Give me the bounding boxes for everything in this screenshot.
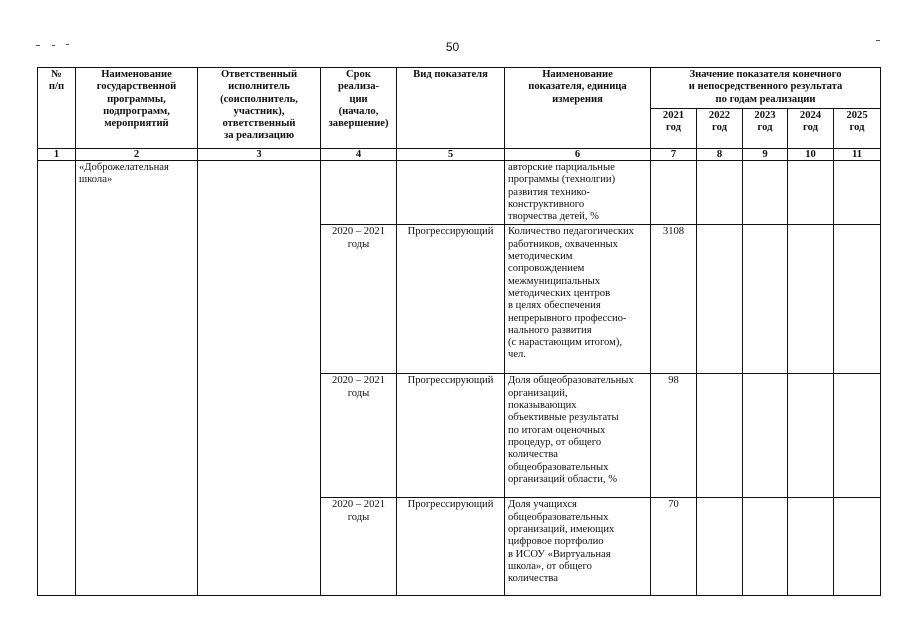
header-year-2021: 2021 год xyxy=(651,109,697,149)
indicator-name-cell: Доля общеобразовательных организаций, показывающих объективные результаты по итогам оценочных процедур, от общего количества общеобразовательных организаций области, % xyxy=(505,374,651,498)
column-number-row xyxy=(38,149,881,161)
indicator-type-cell: Прогрессирующий xyxy=(397,374,505,498)
value-2023-cell xyxy=(743,498,788,596)
value-2022-cell xyxy=(697,374,743,498)
table-row xyxy=(38,161,881,225)
header-year-2023: 2023 год xyxy=(743,109,788,149)
value-2022-cell xyxy=(697,498,743,596)
indicator-type-cell: Прогрессирующий xyxy=(397,225,505,374)
indicator-type-cell: Прогрессирующий xyxy=(397,498,505,596)
row-number-cell xyxy=(38,161,76,596)
indicator-type-cell xyxy=(397,161,505,225)
period-cell: 2020 – 2021 годы xyxy=(321,374,397,498)
period-cell xyxy=(321,161,397,225)
value-2021-cell: 70 xyxy=(651,498,697,596)
scan-speck xyxy=(52,45,55,46)
value-2025-cell xyxy=(834,498,881,596)
value-2021-cell: 3108 xyxy=(651,225,697,374)
header-number: № п/п xyxy=(38,68,76,149)
value-2022-cell xyxy=(697,161,743,225)
header-year-2024: 2024 год xyxy=(788,109,834,149)
indicators-table xyxy=(37,67,881,596)
value-2024-cell xyxy=(788,374,834,498)
value-2024-cell xyxy=(788,498,834,596)
header-values-group: Значение показателя конечного и непосредственного результата по годам реализации xyxy=(651,68,881,109)
scan-speck xyxy=(876,40,880,41)
period-cell: 2020 – 2021 годы xyxy=(321,498,397,596)
column-number: 8 xyxy=(697,149,743,161)
period-cell: 2020 – 2021 годы xyxy=(321,225,397,374)
value-2021-cell: 98 xyxy=(651,374,697,498)
indicator-name-cell: Количество педагогических работников, охваченных методическим сопровождением межмуниципальных методических центров в целях обеспечения непрерывного профессио- нального развития (с нарастающим итогом), чел. xyxy=(505,225,651,374)
value-2024-cell xyxy=(788,161,834,225)
value-2023-cell xyxy=(743,225,788,374)
header-period: Срок реализа- ции (начало, завершение) xyxy=(321,68,397,149)
responsible-cell xyxy=(198,161,321,596)
value-2023-cell xyxy=(743,161,788,225)
value-2025-cell xyxy=(834,161,881,225)
value-2025-cell xyxy=(834,225,881,374)
indicator-name-cell: Доля учащихся общеобразовательных организаций, имеющих цифровое портфолио в ИСОУ «Виртуальная школа», от общего количества xyxy=(505,498,651,596)
scan-speck xyxy=(36,45,40,46)
column-number: 3 xyxy=(198,149,321,161)
column-number: 4 xyxy=(321,149,397,161)
value-2021-cell xyxy=(651,161,697,225)
value-2025-cell xyxy=(834,374,881,498)
column-number: 5 xyxy=(397,149,505,161)
header-responsible: Ответственный исполнитель (соисполнитель, участник), ответственный за реализацию xyxy=(198,68,321,149)
header-year-2025: 2025 год xyxy=(834,109,881,149)
value-2024-cell xyxy=(788,225,834,374)
program-name-cell: «Доброжелательная школа» xyxy=(76,161,198,596)
header-indicator-type: Вид показателя xyxy=(397,68,505,149)
column-number: 1 xyxy=(38,149,76,161)
page-number: 50 xyxy=(445,40,460,54)
header-program-name: Наименование государственной программы, подпрограмм, мероприятий xyxy=(76,68,198,149)
column-number: 11 xyxy=(834,149,881,161)
scan-speck xyxy=(66,44,69,45)
column-number: 2 xyxy=(76,149,198,161)
indicator-name-cell: авторские парциальные программы (технолгии) развития технико- конструктивного творчества детей, % xyxy=(505,161,651,225)
column-number: 10 xyxy=(788,149,834,161)
column-number: 6 xyxy=(505,149,651,161)
header-year-2022: 2022 год xyxy=(697,109,743,149)
header-indicator-name: Наименование показателя, единица измерения xyxy=(505,68,651,149)
column-number: 7 xyxy=(651,149,697,161)
value-2023-cell xyxy=(743,374,788,498)
value-2022-cell xyxy=(697,225,743,374)
column-number: 9 xyxy=(743,149,788,161)
